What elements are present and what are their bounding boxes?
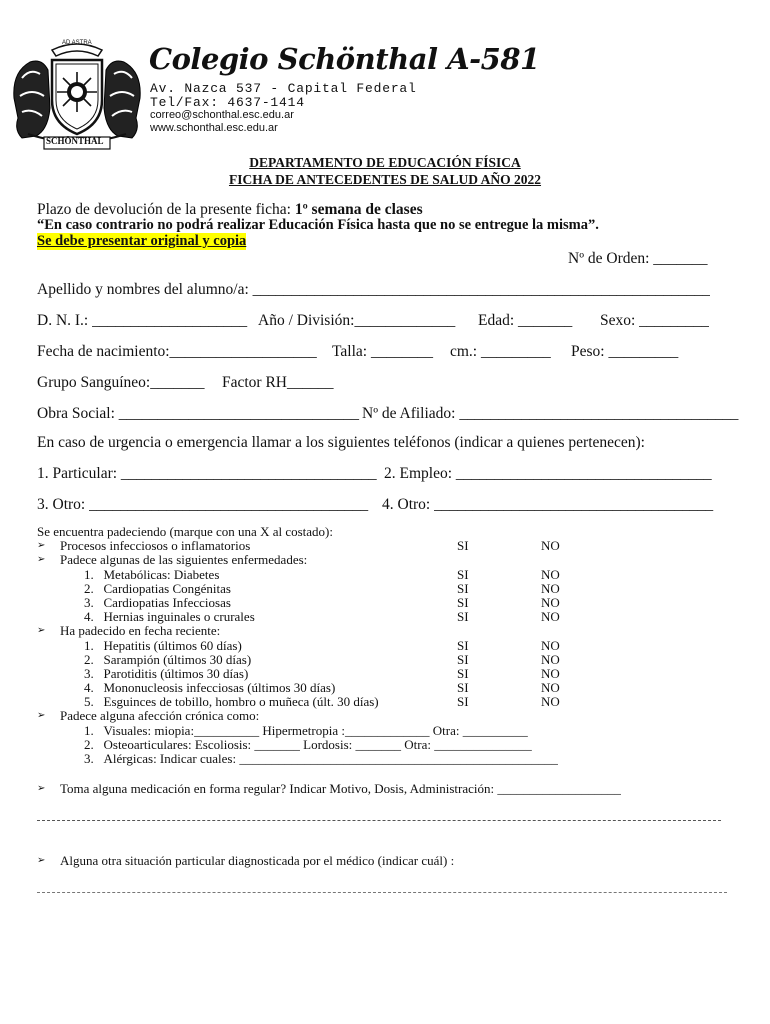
yes-option[interactable]: SI	[457, 680, 469, 695]
school-email: correo@schonthal.esc.edu.ar	[150, 109, 294, 121]
no-option[interactable]: NO	[541, 638, 560, 653]
deadline-label: Plazo de devolución de la presente ficha:	[37, 201, 295, 218]
yes-option[interactable]: SI	[457, 694, 469, 709]
height-field[interactable]: Talla: ________	[332, 343, 433, 360]
arrow-bullet-icon: ➢	[37, 540, 46, 551]
order-number-field[interactable]: Nº de Orden: _______	[568, 250, 708, 267]
logo-top-text: AD ASTRA	[62, 40, 92, 46]
arrow-bullet-icon: ➢	[37, 855, 46, 866]
list-item: 3. Parotiditis (últimos 30 días)	[84, 666, 249, 681]
no-option[interactable]: NO	[541, 609, 560, 624]
blood-group-field[interactable]: Grupo Sanguíneo:_______	[37, 374, 205, 391]
no-option[interactable]: NO	[541, 666, 560, 681]
deadline-value: 1º semana de clases	[294, 201, 423, 218]
arrow-bullet-icon: ➢	[37, 710, 46, 721]
list-item: 4. Mononucleosis infecciosas (últimos 30 días)	[84, 680, 336, 695]
condition-infectious: Procesos infecciosos o inflamatorios	[60, 538, 251, 553]
answer-line[interactable]	[37, 892, 727, 893]
phone-work-field[interactable]: 2. Empleo: _________________________________	[384, 465, 712, 482]
school-address: Av. Nazca 537 - Capital Federal	[150, 81, 417, 96]
arrow-bullet-icon: ➢	[37, 625, 46, 636]
no-option[interactable]: NO	[541, 538, 560, 553]
no-option[interactable]: NO	[541, 595, 560, 610]
list-item[interactable]: 3. Alérgicas: Indicar cuales: _________________________________________________	[84, 751, 558, 766]
dni-field[interactable]: D. N. I.: ____________________	[37, 312, 248, 329]
logo-bottom-text: SCHÖNTHAL	[46, 136, 104, 146]
arrow-bullet-icon: ➢	[37, 554, 46, 565]
arrow-bullet-icon: ➢	[37, 783, 46, 794]
chronic-title: Padece alguna afección crónica como:	[60, 708, 260, 723]
member-number-field[interactable]: Nº de Afiliado: ____________________________________	[362, 405, 739, 422]
requirement-text: Se debe presentar original y copia	[37, 233, 247, 249]
school-name: Colegio Schönthal A-581	[149, 42, 540, 76]
yes-option[interactable]: SI	[457, 666, 469, 681]
warning-text: “En caso contrario no podrá realizar Educación Física hasta que no se entregue la misma”.	[37, 217, 599, 233]
yes-option[interactable]: SI	[457, 609, 469, 624]
school-website: www.schonthal.esc.edu.ar	[150, 122, 278, 134]
no-option[interactable]: NO	[541, 567, 560, 582]
medication-question[interactable]: Toma alguna medicación en forma regular? Indicar Motivo, Dosis, Administración: ___________________	[60, 781, 621, 796]
rh-factor-field[interactable]: Factor RH______	[222, 374, 334, 391]
yes-option[interactable]: SI	[457, 638, 469, 653]
list-item: 1. Metabólicas: Diabetes	[84, 567, 220, 582]
yes-option[interactable]: SI	[457, 652, 469, 667]
no-option[interactable]: NO	[541, 694, 560, 709]
sex-field[interactable]: Sexo: _________	[600, 312, 709, 329]
no-option[interactable]: NO	[541, 581, 560, 596]
recent-title: Ha padecido en fecha reciente:	[60, 623, 221, 638]
yes-option[interactable]: SI	[457, 567, 469, 582]
answer-line[interactable]	[37, 820, 721, 821]
student-name-field[interactable]: Apellido y nombres del alumno/a: ___________________________________________________________	[37, 281, 710, 298]
list-item: 2. Sarampión (últimos 30 días)	[84, 652, 252, 667]
health-insurance-field[interactable]: Obra Social: _______________________________	[37, 405, 360, 422]
other-situation-question: Alguna otra situación particular diagnosticada por el médico (indicar cuál) :	[60, 853, 455, 868]
list-item: 2. Cardiopatias Congénitas	[84, 581, 231, 596]
form-title: FICHA DE ANTECEDENTES DE SALUD AÑO 2022	[228, 172, 542, 187]
diseases-title: Padece algunas de las siguientes enfermedades:	[60, 552, 308, 567]
phone-particular-field[interactable]: 1. Particular: _________________________________	[37, 465, 377, 482]
phone-other-2-field[interactable]: 4. Otro: ____________________________________	[382, 496, 714, 513]
department-heading: DEPARTAMENTO DE EDUCACIÓN FÍSICA	[249, 155, 521, 170]
school-phone: Tel/Fax: 4637-1414	[150, 95, 305, 110]
list-item[interactable]: 1. Visuales: miopia:__________ Hipermetropia :_____________ Otra: __________	[84, 723, 528, 738]
list-item: 3. Cardiopatias Infecciosas	[84, 595, 231, 610]
list-item: 1. Hepatitis (últimos 60 días)	[84, 638, 242, 653]
list-item: 4. Hernias inguinales o crurales	[84, 609, 255, 624]
cm-field[interactable]: cm.: _________	[450, 343, 551, 360]
no-option[interactable]: NO	[541, 652, 560, 667]
age-field[interactable]: Edad: _______	[478, 312, 573, 329]
year-division-field[interactable]: Año / División:_____________	[258, 312, 456, 329]
no-option[interactable]: NO	[541, 680, 560, 695]
list-item: 5. Esguinces de tobillo, hombro o muñeca (últ. 30 días)	[84, 694, 379, 709]
weight-field[interactable]: Peso: _________	[571, 343, 679, 360]
emergency-prompt: En caso de urgencia o emergencia llamar a los siguientes teléfonos (indicar a quienes pertenecen):	[37, 434, 645, 451]
yes-option[interactable]: SI	[457, 581, 469, 596]
birth-date-field[interactable]: Fecha de nacimiento:___________________	[37, 343, 317, 360]
yes-option[interactable]: SI	[457, 595, 469, 610]
yes-option[interactable]: SI	[457, 538, 469, 553]
list-item[interactable]: 2. Osteoarticulares: Escoliosis: _______ Lordosis: _______ Otra: _______________	[84, 737, 532, 752]
phone-other-1-field[interactable]: 3. Otro: ____________________________________	[37, 496, 369, 513]
conditions-intro: Se encuentra padeciendo (marque con una X al costado):	[37, 524, 333, 539]
school-crest-icon	[8, 38, 146, 150]
